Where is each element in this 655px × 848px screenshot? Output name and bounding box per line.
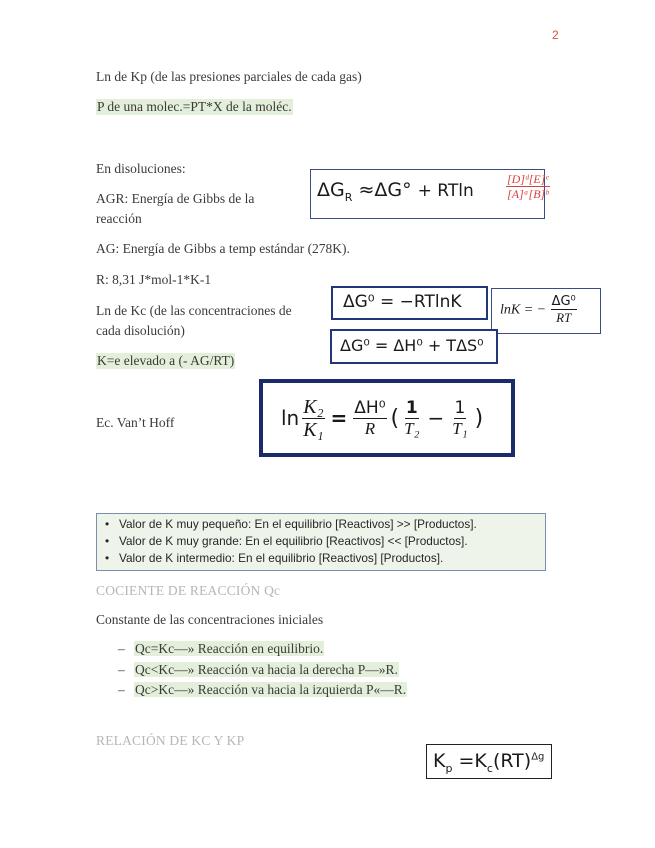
lnk-formula <box>491 288 601 334</box>
vh-inv-t1 <box>451 397 468 438</box>
vh-one-b: 1 <box>454 397 466 418</box>
kp-eq-kc: =K <box>458 750 487 772</box>
vh-dh: ΔH⁰ <box>354 397 386 418</box>
relacion-heading: RELACIÓN DE KC Y KP <box>96 733 245 748</box>
gibbs-quotient-den: [A]ᵃ[B]ᵇ <box>507 187 549 201</box>
cociente-item: – Qc=Kc—» Reacción en equilibrio. <box>118 641 324 656</box>
vh-k1: K₁ <box>303 418 324 441</box>
gibbs-reaction-formula <box>310 169 549 219</box>
lnk-den: RT <box>556 310 572 325</box>
gibbs-rt-text: ΔG⁰ = −RTlnK <box>343 292 462 312</box>
vh-dh-fraction <box>353 397 386 438</box>
r-line: R: 8,31 J*mol-1*K-1 <box>96 272 212 287</box>
kp-exp: Δg <box>531 751 545 763</box>
gibbs-hs-formula <box>330 329 498 364</box>
k-values-item-text: Valor de K muy grande: En el equilibrio [Reactivos] << [Productos]. <box>118 534 468 548</box>
gibbs-approx: ≈ΔG° <box>358 179 412 201</box>
p-molec-line: P de una molec.=PT*X de la moléc. <box>97 99 292 114</box>
vant-hoff-formula <box>259 379 515 457</box>
k-values-item: • Valor de K muy pequeño: En el equilibrio [Reactivos] >> [Productos]. <box>105 517 477 531</box>
kp-rt: (RT) <box>492 750 532 772</box>
disoluciones-line: En disoluciones: <box>96 161 186 176</box>
k-values-box <box>96 513 546 571</box>
vant-hoff-label: Ec. Van’t Hoff <box>96 415 175 430</box>
agr-line-1: AGR: Energía de Gibbs de la <box>96 191 255 206</box>
vh-lpar: ( <box>390 405 400 431</box>
k-values-item-text: Valor de K intermedio: En el equilibrio [Reactivos] [Productos]. <box>118 551 444 565</box>
ag-line: AG: Energía de Gibbs a temp estándar (278K). <box>96 241 350 256</box>
k-values-item-text: Valor de K muy pequeño: En el equilibrio [Reactivos] >> [Productos]. <box>118 517 477 531</box>
cociente-item-text: Qc>Kc—» Reacción va hacia la izquierda P«—R. <box>135 682 407 697</box>
kp-sub: p <box>445 761 453 775</box>
kp-kc-formula <box>426 744 552 779</box>
cociente-heading: COCIENTE DE REACCIÓN Qc <box>96 583 281 598</box>
gibbs-symbol: ΔG <box>317 179 345 201</box>
vh-k-fraction <box>302 397 324 440</box>
vh-t1: T₁ <box>452 418 468 438</box>
ln-kc-line-2: cada disolución) <box>96 323 185 338</box>
cociente-item-text: Qc<Kc—» Reacción va hacia la derecha P—»R. <box>135 662 398 677</box>
cociente-item: – Qc<Kc—» Reacción va hacia la derecha P—»R. <box>118 662 398 677</box>
ln-kc-line-1: Ln de Kc (de las concentraciones de <box>96 303 292 318</box>
vh-minus: − <box>427 406 445 430</box>
gibbs-hs-text: ΔG⁰ = ΔH⁰ + TΔS⁰ <box>340 336 484 355</box>
lnk-fraction <box>551 295 577 324</box>
vh-eq: = <box>330 406 348 430</box>
gibbs-quotient <box>506 173 550 200</box>
k-values-item: • Valor de K intermedio: En el equilibrio [Reactivos] [Productos]. <box>105 551 444 565</box>
vh-inv-t2 <box>403 397 420 438</box>
kp-symbol: K <box>433 750 446 772</box>
gibbs-sub: R <box>344 190 353 204</box>
cociente-subtitle: Constante de las concentraciones iniciales <box>96 612 324 627</box>
kc-sub: c <box>486 761 493 775</box>
vh-ln: ln <box>281 406 300 430</box>
gibbs-quotient-num: [D]ᵈ[E]ᵉ <box>507 172 549 186</box>
k-values-item: • Valor de K muy grande: En el equilibrio [Reactivos] << [Productos]. <box>105 534 468 548</box>
cociente-item: – Qc>Kc—» Reacción va hacia la izquierda P«—R. <box>118 682 407 697</box>
gibbs-rt-formula <box>331 286 488 320</box>
vh-rpar: ) <box>474 405 484 431</box>
k-elevado-line: K=e elevado a (- AG/RT) <box>97 353 235 368</box>
vh-one-a: 1 <box>405 397 418 418</box>
agr-line-2: reacción <box>96 211 142 226</box>
lnk-num: ΔG⁰ <box>551 294 576 309</box>
vh-k2: K₂ <box>303 395 324 418</box>
cociente-item-text: Qc=Kc—» Reacción en equilibrio. <box>135 641 324 656</box>
gibbs-plus-rtln: + RTln <box>417 181 474 201</box>
page-number: 2 <box>552 28 559 42</box>
vh-r: R <box>364 418 376 438</box>
lnk-lhs: lnK = − <box>500 302 547 318</box>
vh-t2: T₂ <box>404 418 420 438</box>
ln-kp-line: Ln de Kp (de las presiones parciales de cada gas) <box>96 69 362 84</box>
